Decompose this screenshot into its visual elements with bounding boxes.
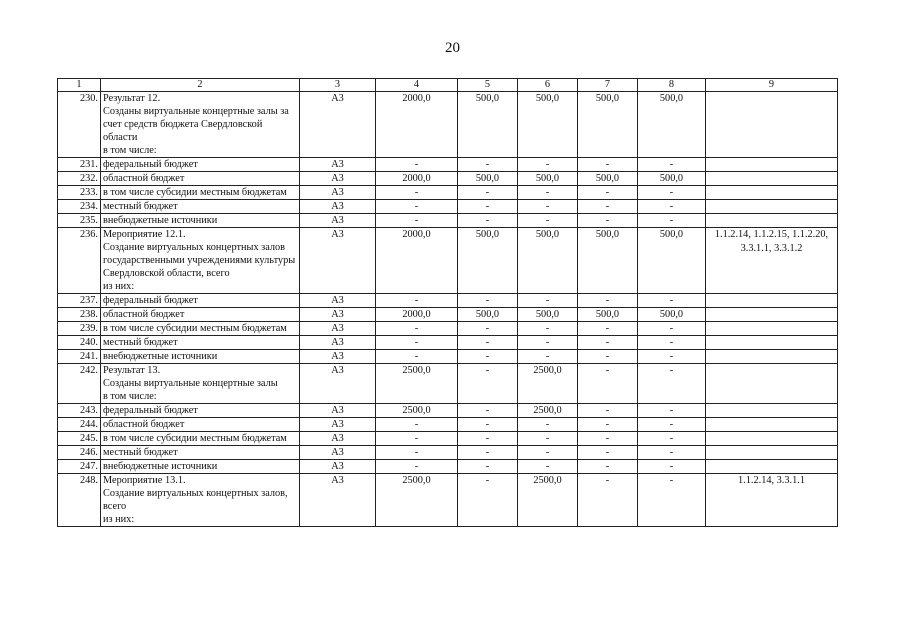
executor-cell: А3 xyxy=(300,404,376,418)
row-name-cell: Результат 12. Созданы виртуальные концертные залы за счет средств бюджета Свердловской области в том числе: xyxy=(101,92,300,158)
value-cell: - xyxy=(518,158,578,172)
header-cell: 6 xyxy=(518,79,578,92)
row-name-cell: местный бюджет xyxy=(101,446,300,460)
row-number-cell: 237. xyxy=(58,294,101,308)
target-codes-cell: 1.1.2.14, 3.3.1.1 xyxy=(706,474,838,527)
value-cell: 500,0 xyxy=(578,308,638,322)
table-row xyxy=(58,200,838,214)
table-row xyxy=(58,404,838,418)
row-name-cell: областной бюджет xyxy=(101,418,300,432)
table-row xyxy=(58,92,838,158)
value-cell: 500,0 xyxy=(518,228,578,294)
value-cell: - xyxy=(578,158,638,172)
budget-table xyxy=(57,78,838,527)
row-name-cell: местный бюджет xyxy=(101,200,300,214)
value-cell: - xyxy=(638,322,706,336)
row-number-cell: 232. xyxy=(58,172,101,186)
row-name-cell: местный бюджет xyxy=(101,336,300,350)
target-codes-cell xyxy=(706,460,838,474)
target-codes-cell xyxy=(706,336,838,350)
value-cell: 500,0 xyxy=(578,228,638,294)
value-cell: - xyxy=(638,350,706,364)
executor-cell: А3 xyxy=(300,336,376,350)
target-codes-cell: 1.1.2.14, 1.1.2.15, 1.1.2.20, 3.3.1.1, 3.3.1.2 xyxy=(706,228,838,294)
value-cell: - xyxy=(458,404,518,418)
value-cell-total: - xyxy=(376,200,458,214)
value-cell: - xyxy=(578,336,638,350)
row-number-cell: 248. xyxy=(58,474,101,527)
row-name-cell: внебюджетные источники xyxy=(101,350,300,364)
table-row xyxy=(58,446,838,460)
table-row xyxy=(58,294,838,308)
value-cell: 2500,0 xyxy=(518,404,578,418)
value-cell: - xyxy=(458,446,518,460)
row-number-cell: 236. xyxy=(58,228,101,294)
value-cell: 500,0 xyxy=(458,228,518,294)
value-cell: - xyxy=(458,158,518,172)
row-name-cell: областной бюджет xyxy=(101,308,300,322)
value-cell: 500,0 xyxy=(638,92,706,158)
value-cell: - xyxy=(518,432,578,446)
value-cell: - xyxy=(638,418,706,432)
value-cell: - xyxy=(578,294,638,308)
value-cell: - xyxy=(578,200,638,214)
table-body xyxy=(58,92,838,527)
value-cell: 500,0 xyxy=(518,92,578,158)
table-header-row xyxy=(58,79,838,92)
value-cell: - xyxy=(638,200,706,214)
row-number-cell: 244. xyxy=(58,418,101,432)
target-codes-cell xyxy=(706,294,838,308)
target-codes-cell xyxy=(706,350,838,364)
value-cell-total: 2000,0 xyxy=(376,228,458,294)
value-cell-total: - xyxy=(376,460,458,474)
value-cell: - xyxy=(458,336,518,350)
value-cell: - xyxy=(458,186,518,200)
value-cell: - xyxy=(458,322,518,336)
value-cell-total: - xyxy=(376,446,458,460)
value-cell: - xyxy=(578,322,638,336)
value-cell-total: 2000,0 xyxy=(376,308,458,322)
value-cell: - xyxy=(638,432,706,446)
table-row xyxy=(58,186,838,200)
value-cell: - xyxy=(518,336,578,350)
row-number-cell: 245. xyxy=(58,432,101,446)
value-cell: 500,0 xyxy=(458,172,518,186)
row-number-cell: 238. xyxy=(58,308,101,322)
row-number-cell: 230. xyxy=(58,92,101,158)
value-cell-total: - xyxy=(376,350,458,364)
value-cell-total: - xyxy=(376,418,458,432)
target-codes-cell xyxy=(706,92,838,158)
value-cell: - xyxy=(518,294,578,308)
value-cell: - xyxy=(578,364,638,404)
table-row xyxy=(58,418,838,432)
value-cell: - xyxy=(578,446,638,460)
header-cell: 8 xyxy=(638,79,706,92)
value-cell: - xyxy=(638,446,706,460)
row-name-cell: внебюджетные источники xyxy=(101,460,300,474)
value-cell: - xyxy=(518,418,578,432)
value-cell-total: - xyxy=(376,322,458,336)
target-codes-cell xyxy=(706,308,838,322)
value-cell: - xyxy=(518,322,578,336)
table-row xyxy=(58,172,838,186)
value-cell: - xyxy=(578,186,638,200)
row-name-cell: в том числе субсидии местным бюджетам xyxy=(101,432,300,446)
value-cell: - xyxy=(518,446,578,460)
value-cell: - xyxy=(458,460,518,474)
row-number-cell: 233. xyxy=(58,186,101,200)
target-codes-cell xyxy=(706,200,838,214)
header-cell: 4 xyxy=(376,79,458,92)
value-cell: - xyxy=(518,200,578,214)
value-cell: 500,0 xyxy=(578,172,638,186)
value-cell: - xyxy=(638,214,706,228)
row-number-cell: 239. xyxy=(58,322,101,336)
value-cell: - xyxy=(458,200,518,214)
executor-cell: А3 xyxy=(300,350,376,364)
value-cell-total: 2000,0 xyxy=(376,172,458,186)
value-cell-total: 2500,0 xyxy=(376,404,458,418)
executor-cell: А3 xyxy=(300,322,376,336)
executor-cell: А3 xyxy=(300,432,376,446)
value-cell: - xyxy=(638,294,706,308)
table-row xyxy=(58,432,838,446)
executor-cell: А3 xyxy=(300,158,376,172)
table-row xyxy=(58,460,838,474)
table-row xyxy=(58,336,838,350)
row-number-cell: 246. xyxy=(58,446,101,460)
row-number-cell: 234. xyxy=(58,200,101,214)
value-cell-total: - xyxy=(376,336,458,350)
target-codes-cell xyxy=(706,172,838,186)
target-codes-cell xyxy=(706,432,838,446)
target-codes-cell xyxy=(706,418,838,432)
header-cell: 7 xyxy=(578,79,638,92)
value-cell: - xyxy=(638,158,706,172)
row-name-cell: Результат 13. Созданы виртуальные концертные залы в том числе: xyxy=(101,364,300,404)
value-cell: 500,0 xyxy=(458,92,518,158)
header-cell: 9 xyxy=(706,79,838,92)
target-codes-cell xyxy=(706,446,838,460)
row-name-cell: Мероприятие 13.1. Создание виртуальных концертных залов, всего из них: xyxy=(101,474,300,527)
row-name-cell: внебюджетные источники xyxy=(101,214,300,228)
value-cell-total: - xyxy=(376,432,458,446)
executor-cell: А3 xyxy=(300,364,376,404)
value-cell: - xyxy=(638,460,706,474)
value-cell: 500,0 xyxy=(458,308,518,322)
value-cell: 500,0 xyxy=(638,308,706,322)
value-cell-total: 2500,0 xyxy=(376,474,458,527)
value-cell-total: - xyxy=(376,294,458,308)
row-name-cell: в том числе субсидии местным бюджетам xyxy=(101,322,300,336)
value-cell: - xyxy=(638,474,706,527)
value-cell: 500,0 xyxy=(518,172,578,186)
value-cell: - xyxy=(638,186,706,200)
value-cell: 2500,0 xyxy=(518,364,578,404)
table-row xyxy=(58,228,838,294)
row-number-cell: 247. xyxy=(58,460,101,474)
header-cell: 3 xyxy=(300,79,376,92)
target-codes-cell xyxy=(706,322,838,336)
value-cell: - xyxy=(458,214,518,228)
value-cell: - xyxy=(638,336,706,350)
value-cell-total: 2000,0 xyxy=(376,92,458,158)
executor-cell: А3 xyxy=(300,186,376,200)
target-codes-cell xyxy=(706,404,838,418)
value-cell: - xyxy=(638,364,706,404)
executor-cell: А3 xyxy=(300,92,376,158)
value-cell: - xyxy=(638,404,706,418)
value-cell-total: 2500,0 xyxy=(376,364,458,404)
value-cell: - xyxy=(458,418,518,432)
header-cell: 2 xyxy=(101,79,300,92)
value-cell: - xyxy=(458,350,518,364)
header-cell: 1 xyxy=(58,79,101,92)
target-codes-cell xyxy=(706,214,838,228)
value-cell: - xyxy=(578,432,638,446)
target-codes-cell xyxy=(706,158,838,172)
row-name-cell: областной бюджет xyxy=(101,172,300,186)
value-cell: - xyxy=(518,460,578,474)
row-name-cell: федеральный бюджет xyxy=(101,294,300,308)
target-codes-cell xyxy=(706,186,838,200)
executor-cell: А3 xyxy=(300,172,376,186)
value-cell: - xyxy=(458,294,518,308)
value-cell: - xyxy=(518,350,578,364)
row-name-cell: в том числе субсидии местным бюджетам xyxy=(101,186,300,200)
value-cell: - xyxy=(578,350,638,364)
value-cell: - xyxy=(518,186,578,200)
row-number-cell: 240. xyxy=(58,336,101,350)
target-codes-cell xyxy=(706,364,838,404)
table-row xyxy=(58,474,838,527)
value-cell: - xyxy=(578,418,638,432)
table-row xyxy=(58,308,838,322)
executor-cell: А3 xyxy=(300,446,376,460)
table-row xyxy=(58,214,838,228)
row-name-cell: федеральный бюджет xyxy=(101,404,300,418)
executor-cell: А3 xyxy=(300,308,376,322)
value-cell: 500,0 xyxy=(638,228,706,294)
value-cell: - xyxy=(458,432,518,446)
table-row xyxy=(58,322,838,336)
value-cell: 500,0 xyxy=(578,92,638,158)
value-cell: - xyxy=(578,214,638,228)
executor-cell: А3 xyxy=(300,200,376,214)
executor-cell: А3 xyxy=(300,294,376,308)
header-cell: 5 xyxy=(458,79,518,92)
table-row xyxy=(58,158,838,172)
row-number-cell: 241. xyxy=(58,350,101,364)
value-cell: 500,0 xyxy=(518,308,578,322)
value-cell: 500,0 xyxy=(638,172,706,186)
executor-cell: А3 xyxy=(300,418,376,432)
table-row xyxy=(58,364,838,404)
value-cell: - xyxy=(578,474,638,527)
value-cell-total: - xyxy=(376,158,458,172)
executor-cell: А3 xyxy=(300,214,376,228)
executor-cell: А3 xyxy=(300,474,376,527)
page-number: 20 xyxy=(445,40,460,56)
value-cell: - xyxy=(578,404,638,418)
row-name-cell: Мероприятие 12.1. Создание виртуальных концертных залов государственными учреждениями культуры Свердловской области, всего из них: xyxy=(101,228,300,294)
row-name-cell: федеральный бюджет xyxy=(101,158,300,172)
row-number-cell: 235. xyxy=(58,214,101,228)
row-number-cell: 242. xyxy=(58,364,101,404)
table-row xyxy=(58,350,838,364)
value-cell: - xyxy=(458,364,518,404)
value-cell-total: - xyxy=(376,214,458,228)
executor-cell: А3 xyxy=(300,228,376,294)
executor-cell: А3 xyxy=(300,460,376,474)
row-number-cell: 231. xyxy=(58,158,101,172)
value-cell-total: - xyxy=(376,186,458,200)
value-cell: - xyxy=(518,214,578,228)
row-number-cell: 243. xyxy=(58,404,101,418)
value-cell: - xyxy=(578,460,638,474)
value-cell: 2500,0 xyxy=(518,474,578,527)
value-cell: - xyxy=(458,474,518,527)
